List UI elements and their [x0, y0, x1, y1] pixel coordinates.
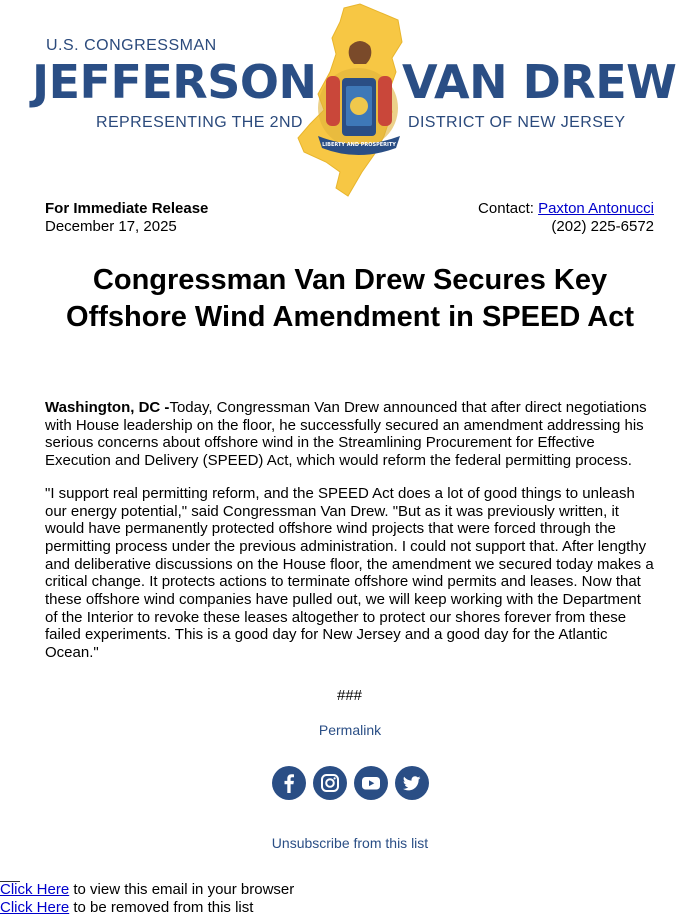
social-icons: [272, 766, 432, 800]
headline: Congressman Van Drew Secures Key Offshore Wind Amendment in SPEED Act: [66, 264, 634, 333]
release-label: For Immediate Release: [45, 200, 209, 217]
header-name-right: VAN DREW: [402, 55, 677, 109]
header-tagline-right: DISTRICT OF NEW JERSEY: [408, 114, 626, 131]
paragraph-1-text: Today, Congressman Van Drew announced that after direct negotiations with House leadership on the floor, he successfully secured an amendment addressing his serious concerns about offshore wind in the Streamlining Procurement for Effective Execution and Delivery (SPEED) Act, which would reform the federal permitting process.: [45, 399, 647, 470]
unsubscribe-link[interactable]: Unsubscribe from this list: [271, 835, 429, 851]
contact-label: Contact:: [478, 200, 539, 217]
remove-from-list-link[interactable]: Click Here: [0, 899, 70, 916]
youtube-icon[interactable]: [354, 766, 388, 800]
seal-motto: LIBERTY AND PROSPERITY: [322, 142, 396, 148]
release-info: [45, 200, 208, 236]
dateline: Washington, DC -: [45, 399, 170, 416]
instagram-icon[interactable]: [313, 766, 347, 800]
end-mark: ###: [337, 687, 363, 704]
header-name-left: JEFFERSON: [32, 55, 317, 109]
view-in-browser-text: to view this email in your browser: [69, 881, 295, 898]
twitter-icon[interactable]: [395, 766, 429, 800]
paragraph-2: "I support real permitting reform, and the SPEED Act does a lot of good things to unleash our energy potential," said Congressman Van Drew. "But as it was previously written, it would have permanently protected offshore wind projects that were forced through the permitting process under the previous administration. I could not support that. After lengthy and deliberative discussions on the House floor, the amendment we secured today makes a critical change. It protects actions to terminate offshore wind permits and leases. Now that these offshore wind companies have pulled out, we will keep working with the Department of the Interior to revoke these leases altogether to protect our shores forever from these failed experiments. This is a good day for New Jersey and a good day for the Atlantic Ocean.": [45, 484, 654, 662]
paragraph-1: [45, 399, 657, 470]
header-banner: [0, 0, 700, 200]
contact-name-link[interactable]: Paxton Antonucci: [538, 200, 654, 217]
view-in-browser-link[interactable]: Click Here: [0, 881, 70, 898]
press-release-body: [45, 399, 657, 704]
remove-from-list-text: to be removed from this list: [69, 899, 254, 916]
header-kicker: U.S. CONGRESSMAN: [46, 37, 217, 54]
contact-info: [478, 200, 654, 236]
contact-phone: (202) 225-6572: [551, 218, 654, 235]
new-jersey-map-seal-logo: [296, 2, 408, 198]
permalink-link[interactable]: Permalink: [318, 722, 382, 738]
email-footer: [0, 881, 294, 917]
header-tagline-left: REPRESENTING THE 2ND: [96, 114, 303, 131]
release-date: December 17, 2025: [45, 218, 177, 235]
facebook-icon[interactable]: [272, 766, 306, 800]
